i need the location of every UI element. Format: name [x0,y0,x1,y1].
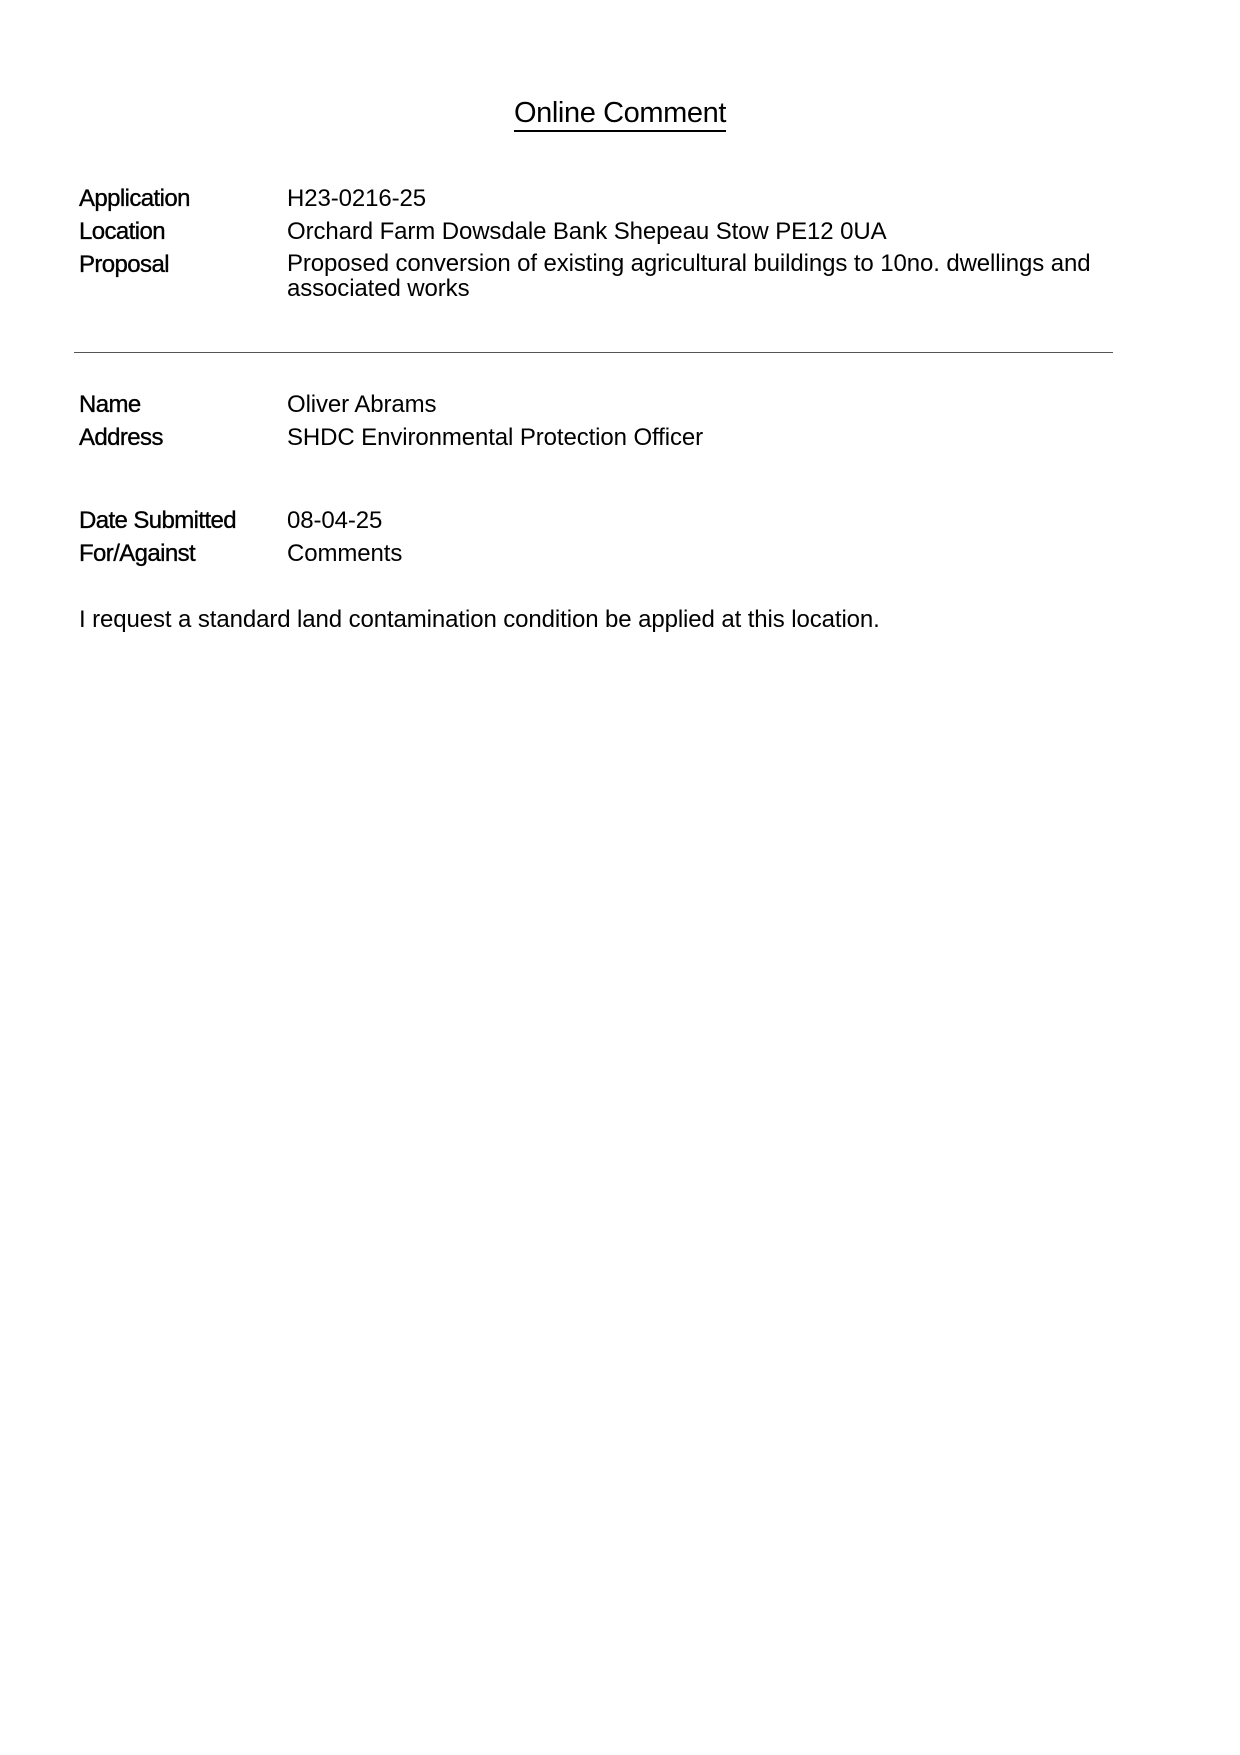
page-title [0,96,1240,132]
field-label: For/Against [79,540,196,567]
field-row-proposal [79,251,1119,301]
field-value: Comments [287,540,403,567]
application-details [79,185,1119,307]
field-label: Address [79,424,163,451]
field-row-address [79,424,1119,451]
field-value: 08-04-25 [287,507,383,534]
field-value: H23-0216-25 [287,185,426,212]
commenter-details [79,391,1119,457]
field-label: Application [79,185,190,212]
comment-body: I request a standard land contamination condition be applied at this location. [79,606,880,633]
submission-details [79,507,1119,573]
field-label: Proposal [79,251,169,278]
field-value: Orchard Farm Dowsdale Bank Shepeau Stow PE12 0UA [287,218,887,245]
field-label: Name [79,391,141,418]
field-value: SHDC Environmental Protection Officer [287,424,704,451]
field-value: Proposed conversion of existing agricultural buildings to 10no. dwellings and associated works [287,250,1091,302]
page-title-text: Online Comment [514,96,726,132]
field-row-name [79,391,1119,418]
section-divider [74,352,1113,353]
field-label: Location [79,218,165,245]
field-row-for-against [79,540,1119,567]
field-row-application [79,185,1119,212]
field-row-location [79,218,1119,245]
field-label: Date Submitted [79,507,237,534]
field-value: Oliver Abrams [287,391,437,418]
field-row-date-submitted [79,507,1119,534]
